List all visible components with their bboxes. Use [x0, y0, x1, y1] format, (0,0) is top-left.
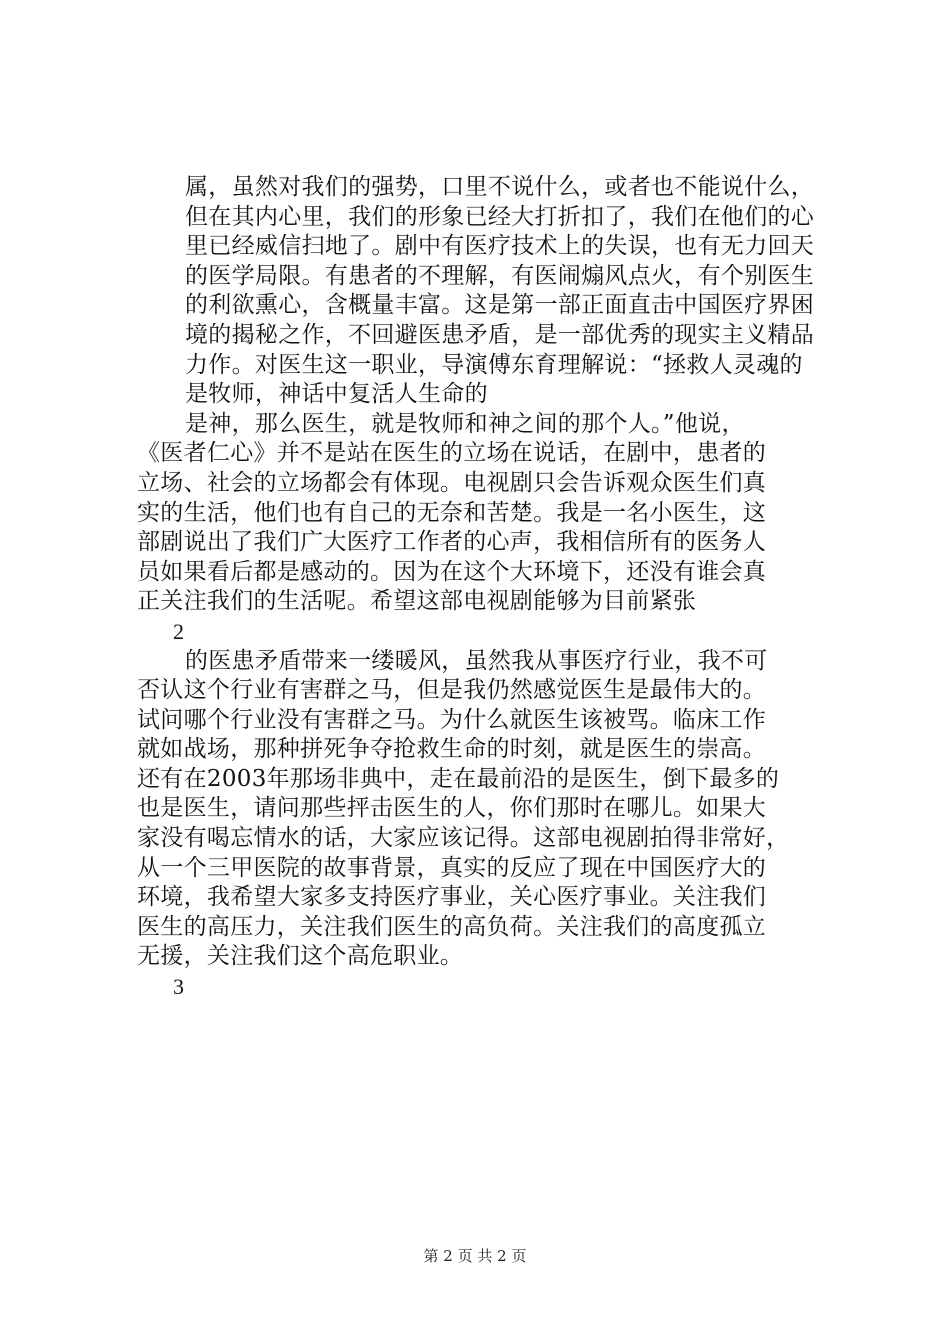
text-line: 力作。对医生这一职业，导演傅东育理解说：“拯救人灵魂的	[185, 351, 803, 378]
text-line: 部剧说出了我们广大医疗工作者的心声，我相信所有的医务人	[137, 529, 767, 556]
text-line: 实的生活，他们也有自己的无奈和苦楚。我是一名小医生，这	[137, 499, 767, 526]
text-line: 的医学局限。有患者的不理解，有医闹煽风点火，有个别医生	[185, 262, 815, 289]
page-number-text: 第 2 页 共 2 页	[423, 1247, 527, 1265]
text-line: 《医者仁心》并不是站在医生的立场在说话，在剧中，患者的	[137, 440, 767, 467]
text-line: 无援，关注我们这个高危职业。	[137, 943, 464, 970]
text-line: 的利欲熏心，含概量丰富。这是第一部正面直击中国医疗界困	[185, 292, 815, 319]
page-marker: 2	[173, 618, 185, 644]
text-line: 环境，我希望大家多支持医疗事业，关心医疗事业。关注我们	[137, 884, 767, 911]
text-line: 试问哪个行业没有害群之马。为什么就医生该被骂。临床工作	[137, 706, 767, 733]
text-line: 的医患矛盾带来一缕暖风，虽然我从事医疗行业，我不可	[185, 647, 768, 674]
text-line: 员如果看后都是感动的。因为在这个大环境下，还没有谁会真	[137, 558, 767, 585]
text-line: 里已经威信扫地了。剧中有医疗技术上的失误，也有无力回天	[185, 233, 815, 260]
document-body	[137, 173, 815, 1002]
text-line: 是牧师，神话中复活人生命的	[185, 381, 488, 408]
text-line: 家没有喝忘情水的话，大家应该记得。这部电视剧拍得非常好，	[137, 825, 790, 852]
text-line: 立场、社会的立场都会有体现。电视剧只会告诉观众医生们真	[137, 469, 767, 496]
text-line: 但在其内心里，我们的形象已经大打折扣了，我们在他们的心	[185, 203, 815, 230]
text-line: 否认这个行业有害群之马，但是我仍然感觉医生是最伟大的。	[137, 677, 767, 704]
text-line: 属，虽然对我们的强势，口里不说什么，或者也不能说什么，	[185, 174, 815, 200]
text-line: 境的揭秘之作，不回避医患矛盾，是一部优秀的现实主义精品	[185, 321, 815, 348]
text-line: 是神，那么医生，就是牧师和神之间的那个人。”他说，	[185, 410, 745, 437]
page-footer	[0, 1245, 950, 1266]
text-line: 就如战场，那种拼死争夺抢救生命的时刻，就是医生的崇高。	[137, 736, 767, 763]
text-line: 正关注我们的生活呢。希望这部电视剧能够为目前紧张	[137, 588, 697, 615]
page-marker: 3	[173, 974, 185, 1000]
text-line: 还有在2003年那场非典中，走在最前沿的是医生，倒下最多的	[137, 765, 780, 792]
text-line: 从一个三甲医院的故事背景，真实的反应了现在中国医疗大的	[137, 854, 767, 881]
text-line: 也是医生，请问那些抨击医生的人，你们那时在哪儿。如果大	[137, 795, 767, 822]
text-line: 医生的高压力，关注我们医生的高负荷。关注我们的高度孤立	[137, 913, 767, 940]
